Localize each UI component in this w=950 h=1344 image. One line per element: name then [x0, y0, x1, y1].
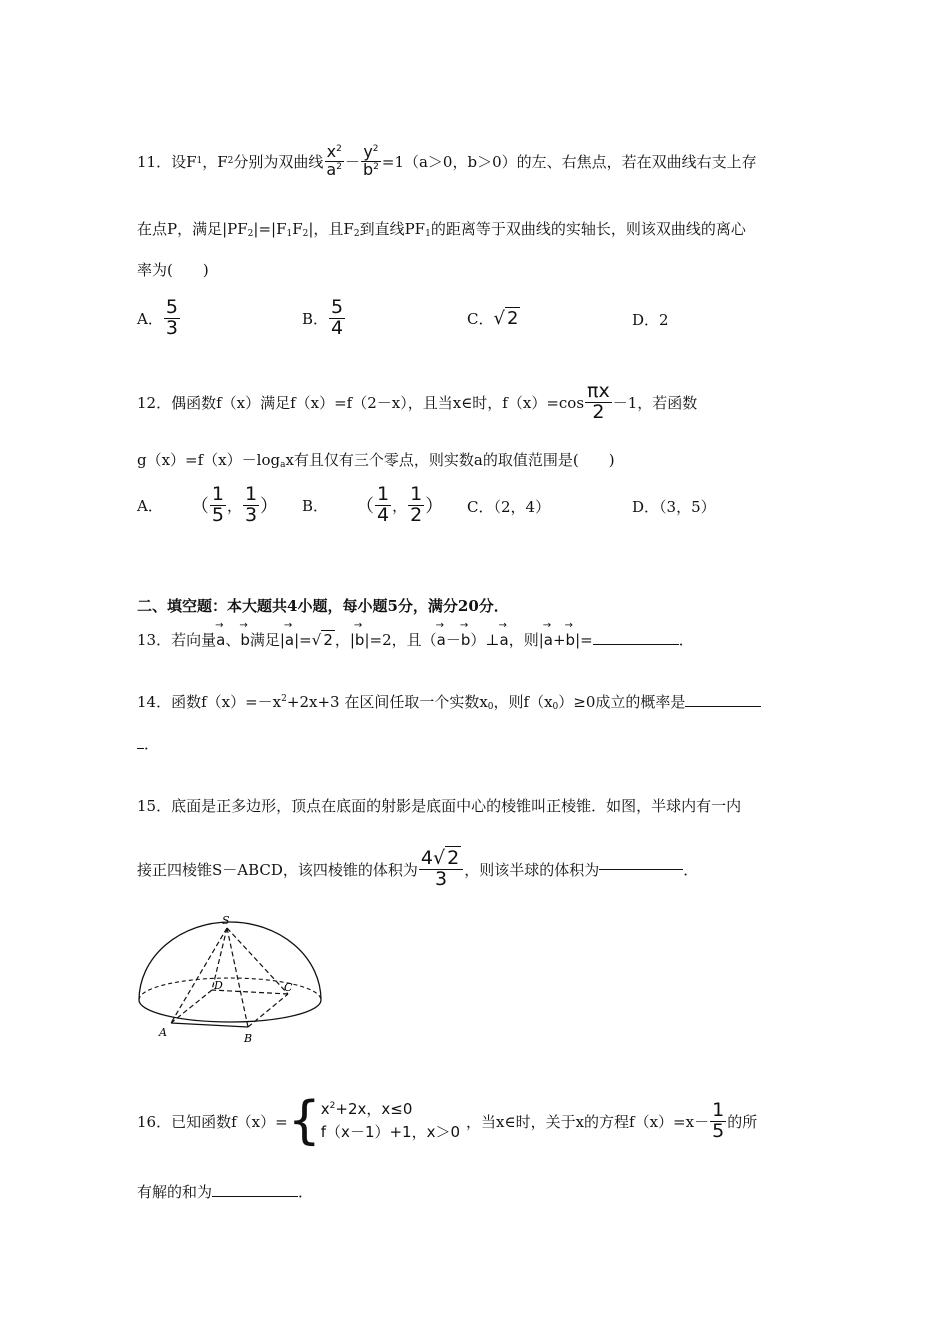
- hyperbola-x-term: $\frac{x^2}{a^2}$: [326, 141, 342, 179]
- q11-line3: 率为( ): [137, 261, 209, 279]
- base-back-arc: [139, 978, 321, 1000]
- base-front-arc: [139, 1000, 321, 1022]
- label-D: D: [214, 979, 223, 992]
- answer-blank[interactable]: [599, 869, 683, 870]
- edge-SC: [227, 928, 288, 994]
- q11-option-b: B． $\frac{5}{4}$: [302, 295, 344, 339]
- q16-line1: 16． 已知函数f（x）= { $x^2+2x$，x≤0 f（x－1）+1，x＞0 ，当x∈时，关于x的方程f（x）=x－ $\frac{1}{5}$ 的所: [137, 1091, 758, 1151]
- piecewise-brace: {: [287, 1091, 321, 1151]
- answer-blank[interactable]: [212, 1196, 298, 1197]
- edge-SA: [171, 928, 227, 1023]
- q11-line2: 在点P，满足$|PF_2|=|F_1F_2|$，且$F_2$到直线$PF_1$的距离等于双曲线的实轴长，则该双曲线的离心: [137, 220, 746, 239]
- edge-CD: [212, 990, 288, 994]
- q15-line2: 接正四棱锥S－ABCD，该四棱锥的体积为 $\frac{4√ 2}{3}$ ，则该半球的体积为 ．: [137, 846, 699, 890]
- q12-option-a: A． （ $\frac{1}{5}$ ， $\frac{1}{3}$ ）: [137, 482, 279, 526]
- q11-option-c: C．√ 2: [467, 308, 519, 329]
- q12-line2: $g(x)=f(x)-\log_ax$有且仅有三个零点，则实数a的取值范围是( ): [137, 451, 615, 470]
- q11-option-a: A． $\frac{5}{3}$: [137, 295, 178, 339]
- q11-line1: 11． 设F 1 ，F 2 分别为双曲线 $\frac{x^2}{a^2}$ － $\frac{y^2}{b^2}$ =1（a＞0，b＞0）的左、右焦点，若在双曲线右支上存: [137, 141, 757, 179]
- piecewise-cases: $x^2+2x$，x≤0 f（x－1）+1，x＞0: [320, 1099, 461, 1141]
- label-S: S: [222, 914, 230, 927]
- section-title: 二、填空题：本大题共4小题，每小题5分，满分20分．: [137, 597, 509, 615]
- label-A: A: [159, 1026, 167, 1039]
- q16-line2: 有解的和为 ．: [137, 1183, 314, 1201]
- label-C: C: [284, 981, 293, 994]
- edge-SB: [227, 928, 248, 1027]
- q14-line2: ．: [137, 733, 159, 754]
- edge-DA: [171, 990, 212, 1023]
- hyperbola-y-term: $\frac{y^2}{b^2}$: [362, 141, 379, 179]
- answer-blank[interactable]: [685, 706, 761, 707]
- answer-blank[interactable]: [593, 644, 679, 645]
- q11-option-d: D．2: [632, 311, 669, 329]
- q12-option-b: B． （ $\frac{1}{4}$ ， $\frac{1}{2}$ ）: [302, 482, 444, 526]
- label-B: B: [244, 1032, 253, 1045]
- answer-blank-cont: [137, 748, 144, 749]
- edge-AB: [171, 1023, 248, 1027]
- q13-line: 13．若向量→ a、→ b满足|→ a|=√ 2 ，|→ b|=2，且（→ a－→ b）⊥→ a，则|→ a+→ b|= ．: [137, 629, 694, 650]
- q12-line1: 12． 偶函数f（x）满足f（x）=f（2－x），且当x∈时，f（x）=cos $\frac{\pi x}{2}$ －1，若函数: [137, 379, 698, 423]
- q15-line1: 15．底面是正多边形，顶点在底面的射影是底面中心的棱锥叫正棱锥．如图，半球内有一内: [137, 797, 742, 815]
- question-number: 11．: [137, 152, 172, 171]
- q14-line: 14．函数$f(x)=-x^2+2x+3$ 在区间任取一个实数$x_0$，则$f(x_0)\ge 0$成立的概率是: [137, 691, 761, 712]
- edge-BC: [248, 994, 288, 1027]
- hemisphere-outline: [139, 922, 321, 1000]
- q12-option-d: D．（3，5）: [632, 498, 716, 516]
- hemisphere-figure: [130, 912, 330, 1057]
- q12-option-c: C．（2，4）: [467, 498, 551, 516]
